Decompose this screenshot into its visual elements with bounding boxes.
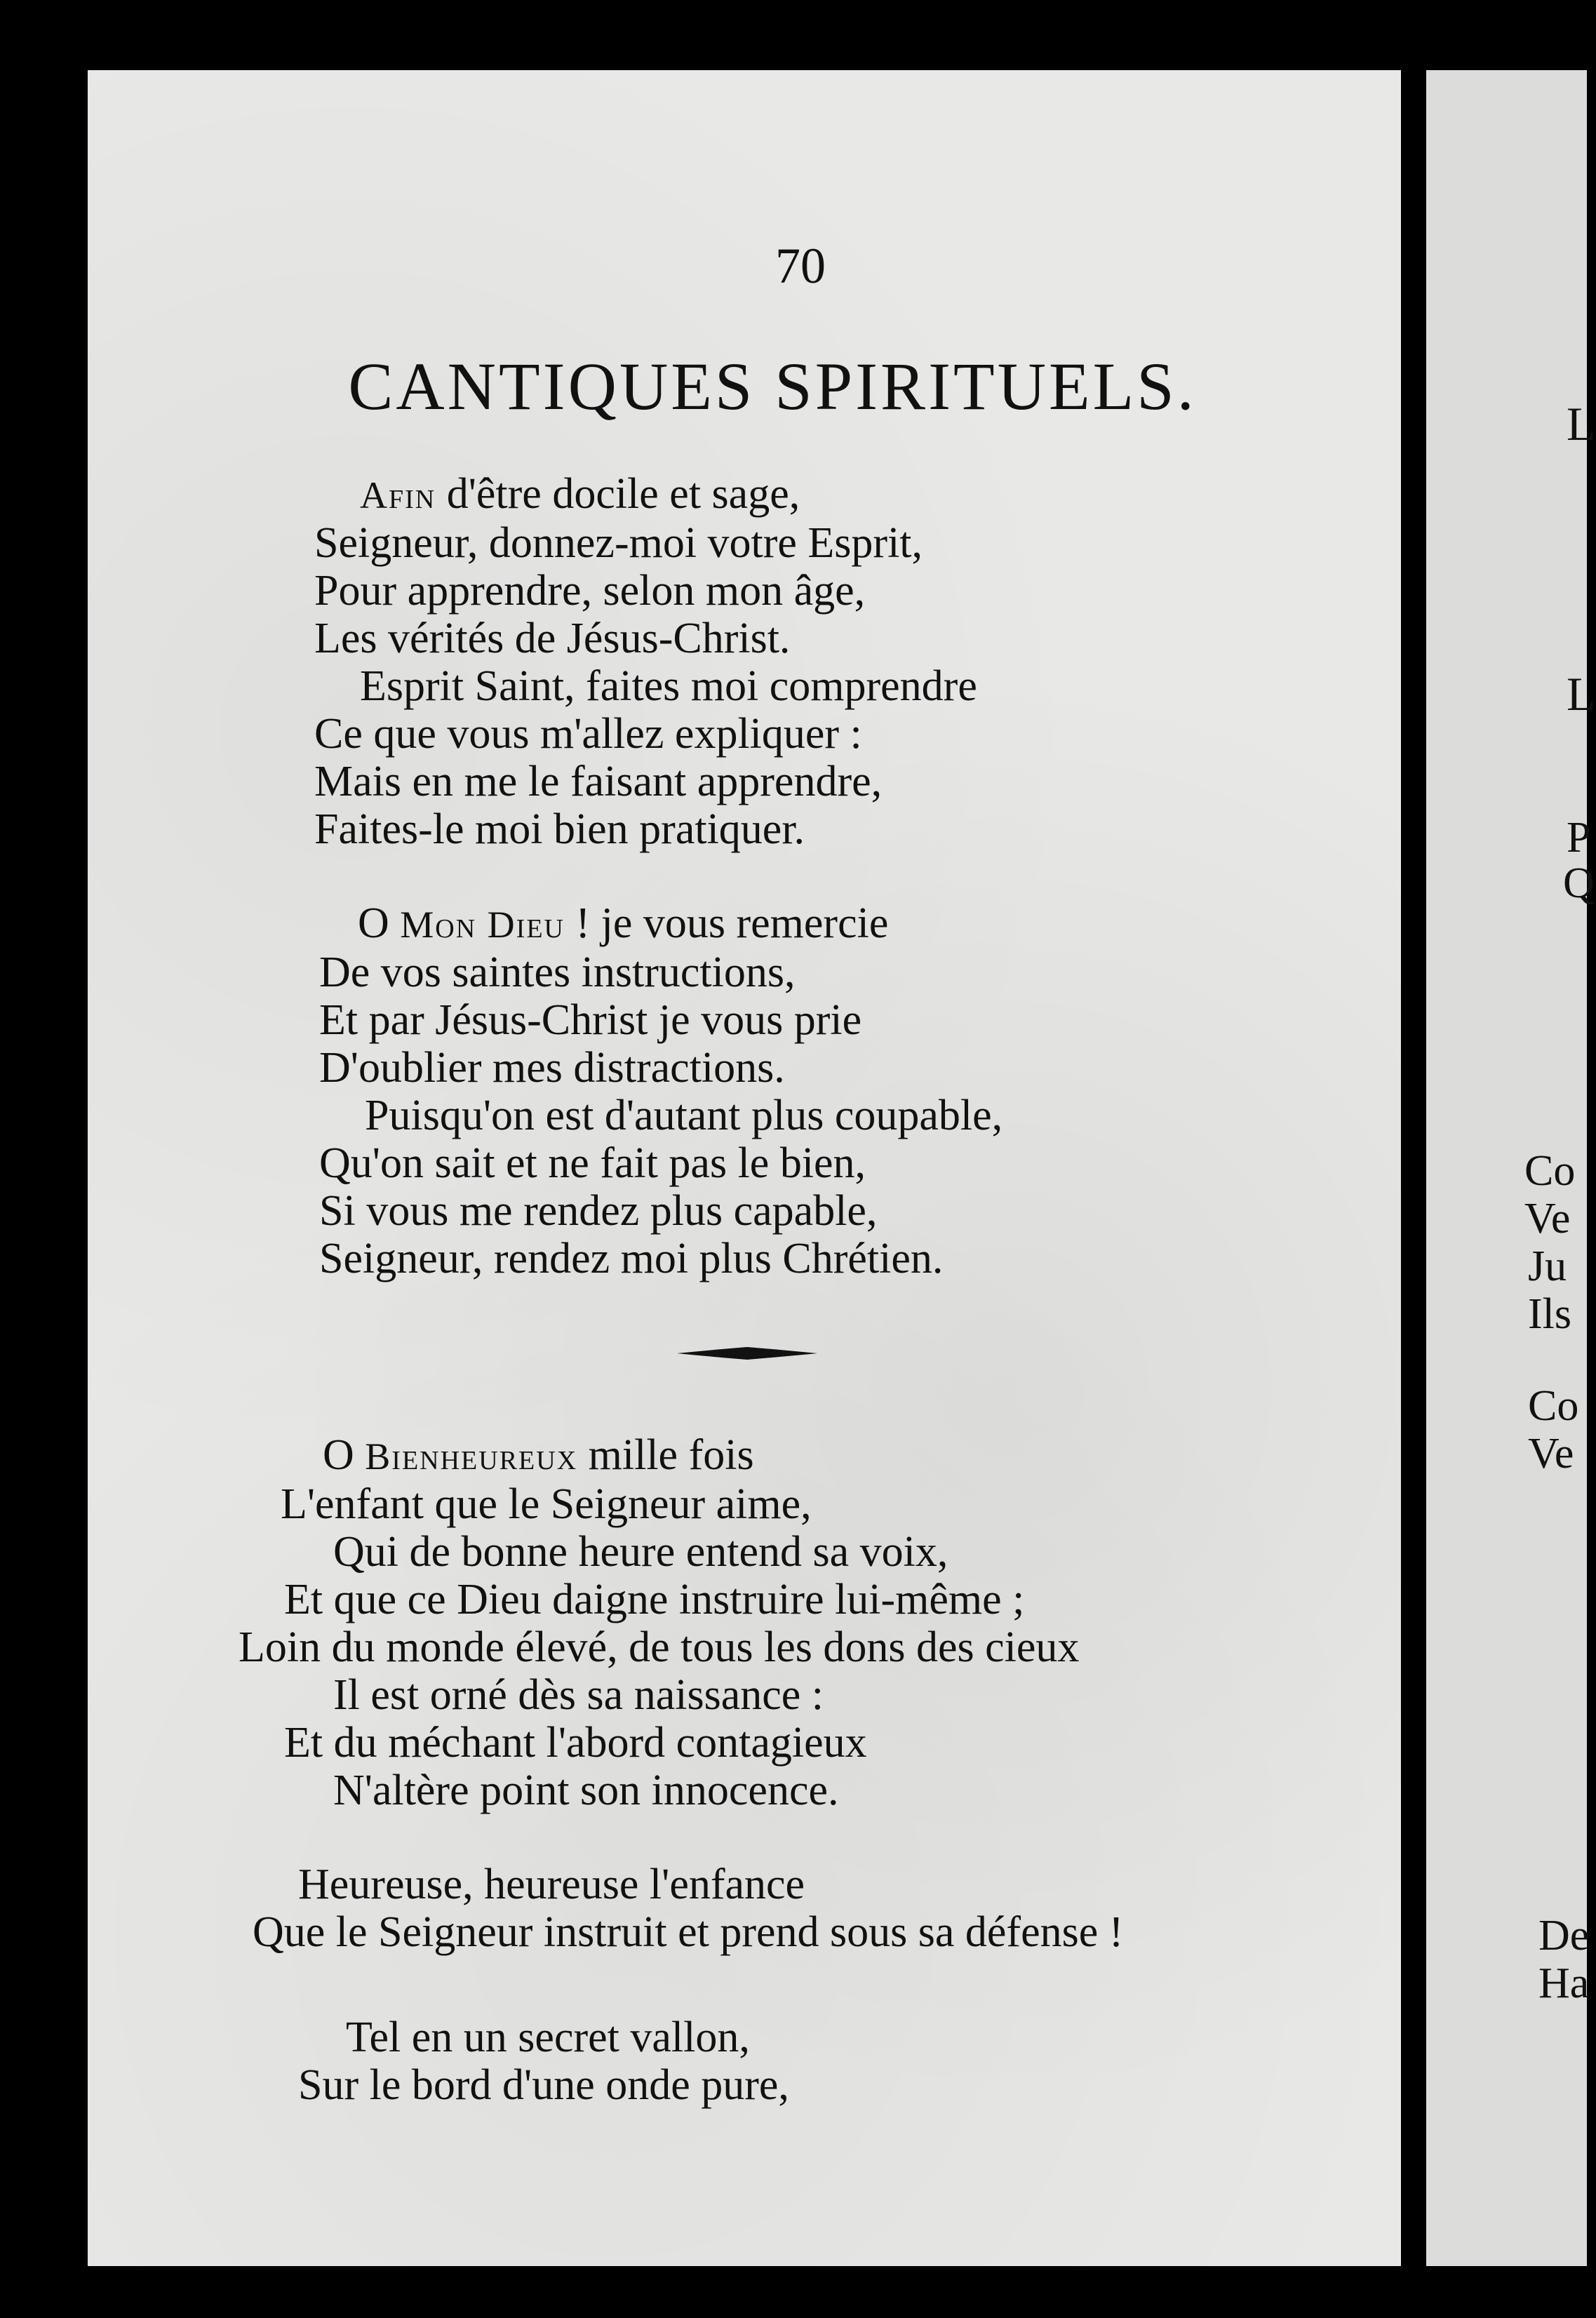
verse-line: L'enfant que le Seigneur aime,: [281, 1480, 812, 1528]
stanza-2: [319, 899, 1003, 1282]
verse-line: Les vérités de Jésus-Christ.: [314, 615, 791, 662]
small-caps-lead: Afin: [360, 474, 436, 516]
right-fragment: L: [1567, 667, 1596, 721]
verse-line: Esprit Saint, faites moi comprendre: [360, 662, 977, 710]
verse-line: Et par Jésus-Christ je vous prie: [319, 996, 862, 1044]
right-fragment: P: [1567, 814, 1591, 862]
book-gutter: [1401, 42, 1426, 2308]
right-fragment: Ve: [1524, 1195, 1571, 1242]
verse-line: Loin du monde élevé, de tous les dons des cieux: [239, 1623, 1080, 1671]
verse-line: Heureuse, heureuse l'enfance: [298, 1861, 805, 1908]
verse-line: Sur le bord d'une onde pure,: [298, 2061, 789, 2109]
verse-line: Si vous me rendez plus capable,: [319, 1187, 878, 1235]
verse-line: Il est orné dès sa naissance :: [333, 1671, 824, 1719]
verse-line: D'oublier mes distractions.: [319, 1044, 785, 1092]
verse-line: Seigneur, donnez-moi votre Esprit,: [314, 519, 923, 567]
right-fragment: Co: [1524, 1147, 1576, 1195]
right-fragment: L: [1567, 397, 1596, 450]
right-fragment: Ve: [1528, 1430, 1574, 1478]
stanza-5: [298, 2014, 789, 2109]
verse-line: Qu'on sait et ne fait pas le bien,: [319, 1139, 866, 1187]
verse-line: Puisqu'on est d'autant plus coupable,: [365, 1092, 1003, 1139]
small-caps-lead: Bienheureux: [365, 1435, 578, 1478]
small-caps-lead: Mon Dieu: [400, 904, 565, 946]
page-title: CANTIQUES SPIRITUELS.: [348, 349, 1197, 424]
verse-line: De vos saintes instructions,: [319, 949, 796, 996]
verse-line: Faites-le moi bien pratiquer.: [314, 805, 805, 853]
verse-line: Mais en me le faisant apprendre,: [314, 758, 883, 805]
verse-line: Seigneur, rendez moi plus Chrétien.: [319, 1235, 944, 1282]
refrain: [253, 1861, 1123, 1956]
verse-line: Ce que vous m'allez expliquer :: [314, 710, 862, 758]
verse-line: Tel en un secret vallon,: [346, 2014, 750, 2061]
verse-line: Et du méchant l'abord contagieux: [284, 1719, 867, 1767]
right-fragment: Ils: [1528, 1290, 1571, 1338]
verse-line: Pour apprendre, selon mon âge,: [314, 567, 866, 615]
verse-line: N'altère point son innocence.: [333, 1767, 839, 1814]
verse-line: Afin d'être docile et sage,: [360, 470, 800, 518]
left-page: [88, 70, 1401, 2266]
right-fragment: Ju: [1528, 1242, 1567, 1290]
right-page-fragment: [1426, 70, 1596, 2266]
right-fragment: Q: [1563, 859, 1595, 907]
right-fragment: Co: [1528, 1382, 1579, 1430]
verse-line: Que le Seigneur instruit et prend sous sa défense !: [253, 1908, 1124, 1956]
page-number: 70: [775, 238, 826, 294]
stanza-3: [239, 1431, 1079, 1814]
ornament-divider: [677, 1343, 817, 1364]
verse-line: Et que ce Dieu daigne instruire lui-même ;: [284, 1576, 1025, 1623]
verse-line: O Bienheureux mille fois: [323, 1431, 754, 1479]
right-fragment: Ha: [1538, 1959, 1590, 2007]
right-fragment: De: [1538, 1912, 1590, 1959]
verse-line: O Mon Dieu ! je vous remercie: [358, 899, 889, 947]
verse-line: Qui de bonne heure entend sa voix,: [333, 1528, 948, 1576]
stanza-1: [314, 470, 977, 853]
